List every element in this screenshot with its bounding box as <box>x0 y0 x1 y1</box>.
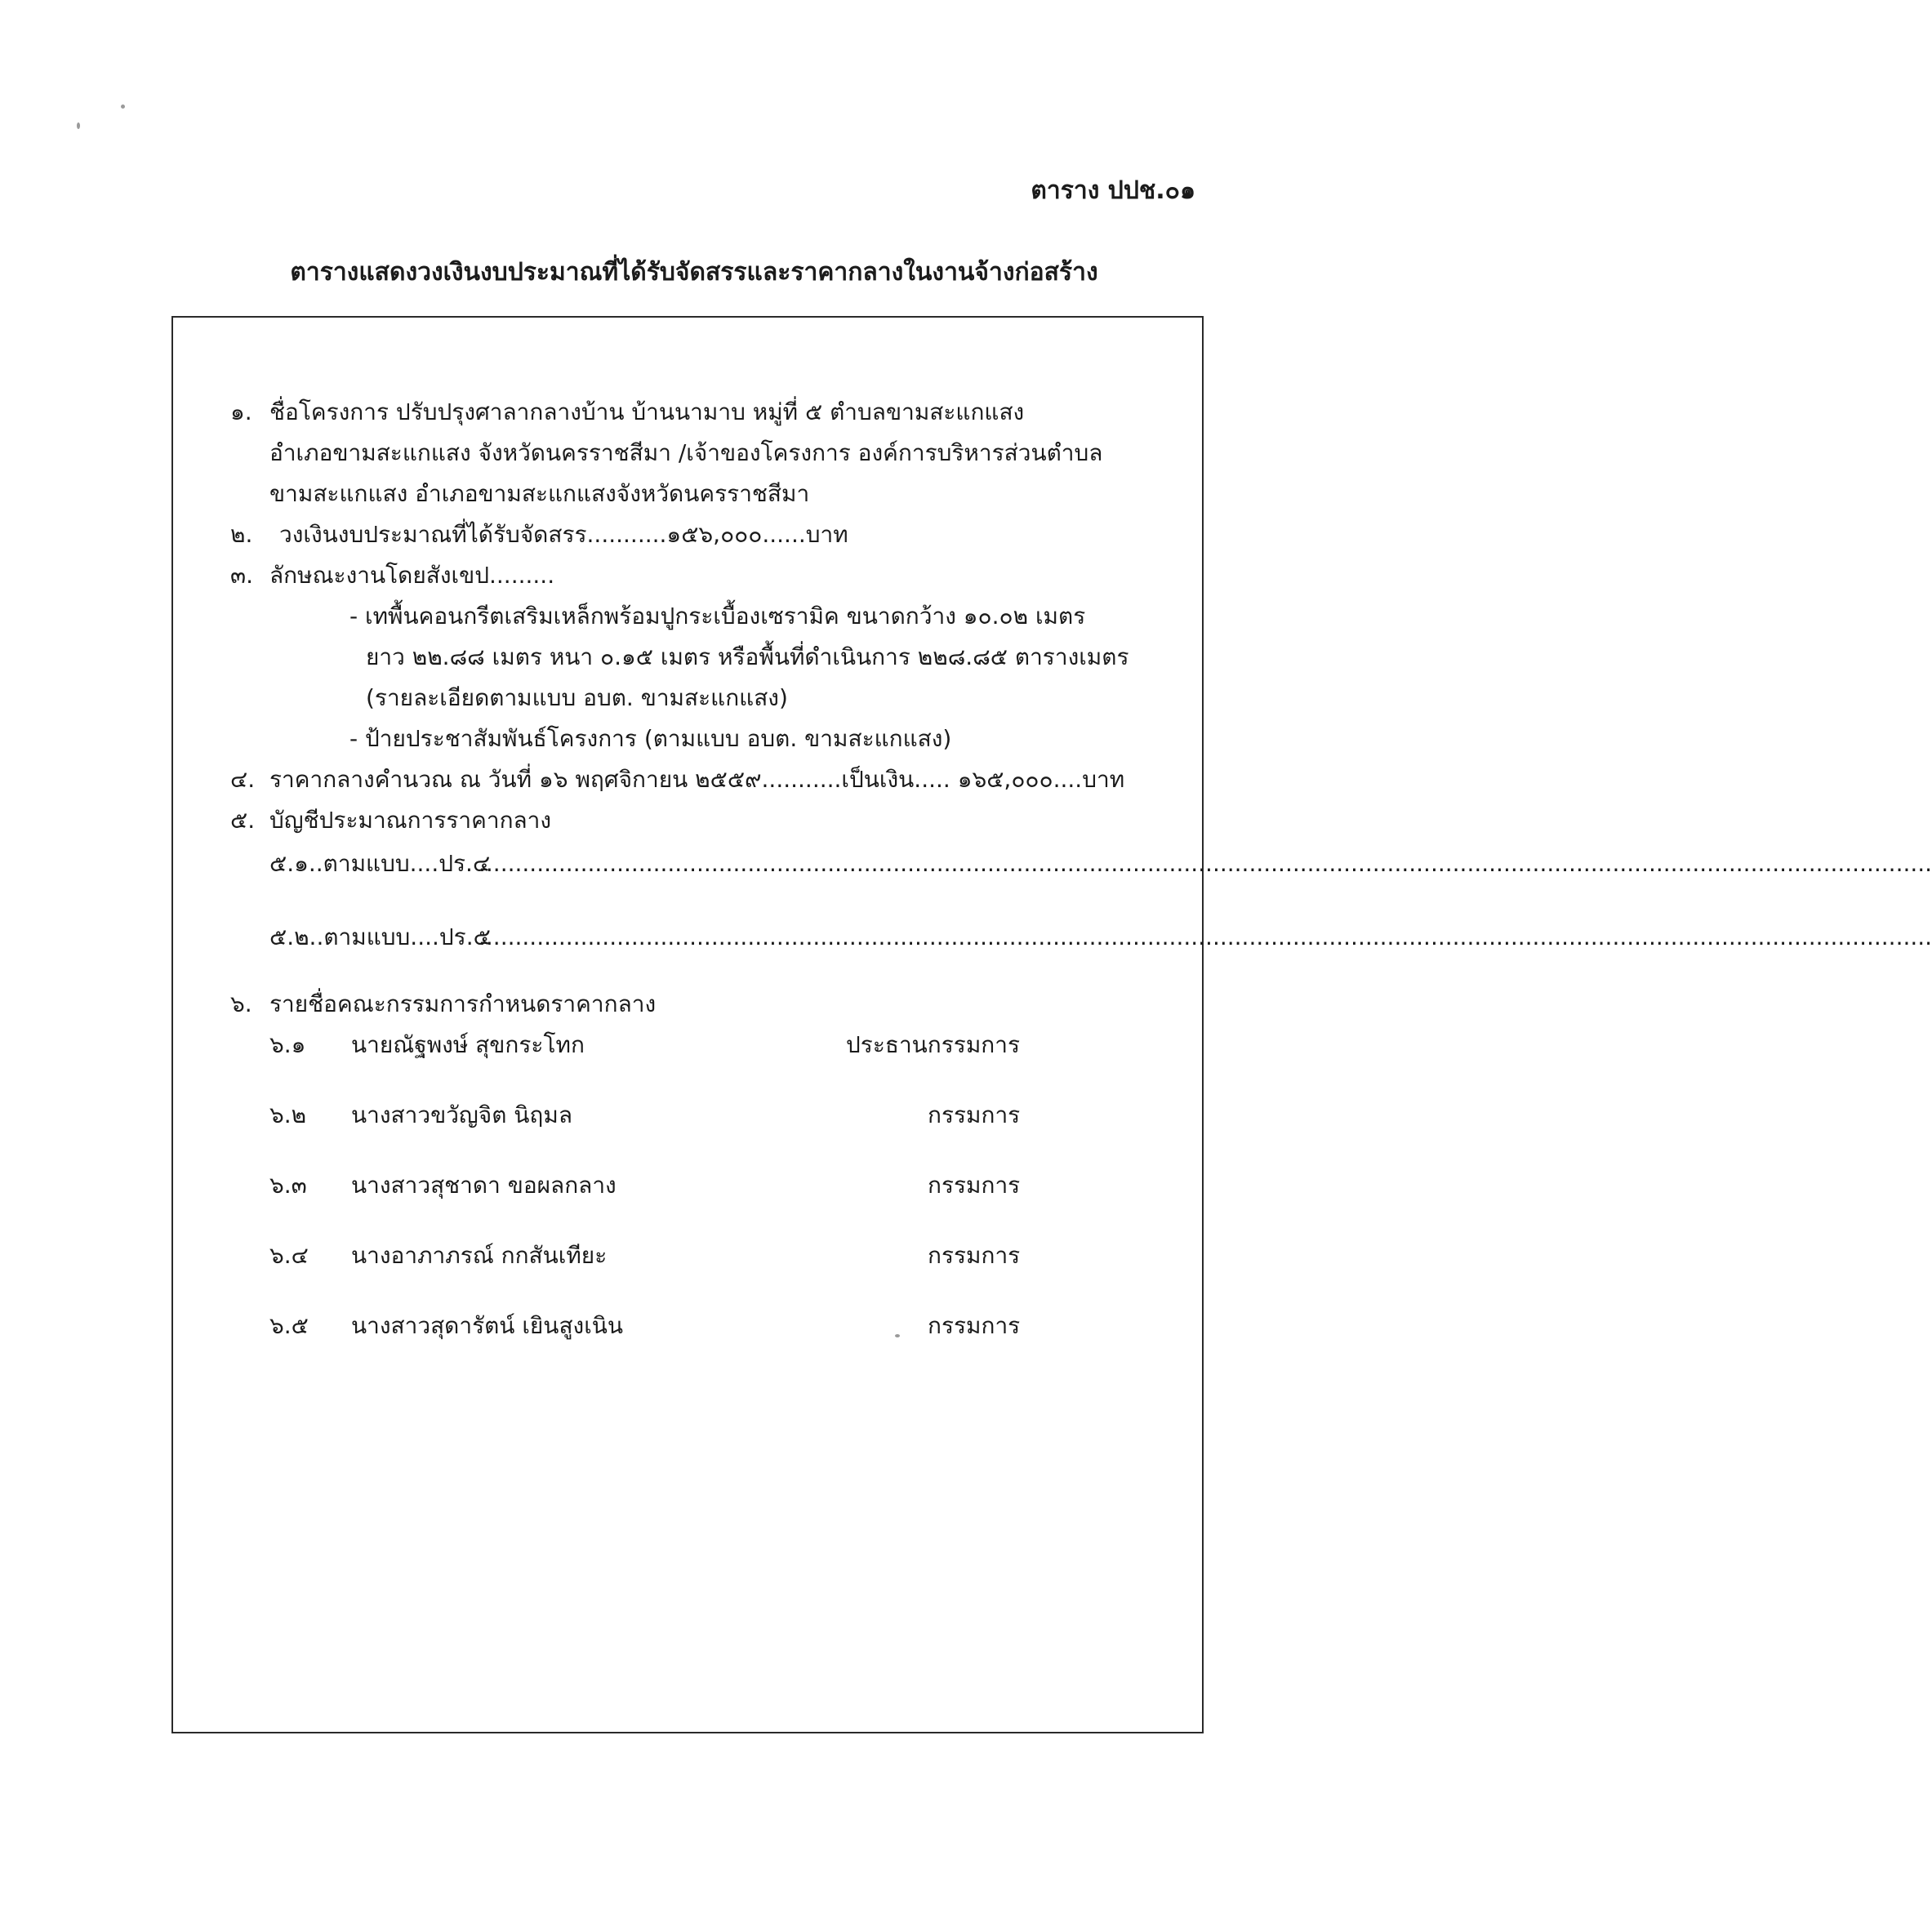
document-title: ตารางแสดงวงเงินงบประมาณที่ได้รับจัดสรรและราคากลางในงานจ้างก่อสร้าง <box>290 258 1098 287</box>
member-role: กรรมการ <box>928 1312 1021 1339</box>
median-price-line: ราคากลางคำนวณ ณ วันที่ ๑๖ พฤศจิกายน ๒๕๕๙...........เป็นเงิน..... ๑๖๕,๐๐๐....บาท <box>269 766 1125 793</box>
scan-speck <box>77 122 80 129</box>
member-role: ประธานกรรมการ <box>846 1031 1021 1058</box>
work-item-2: - ป้ายประชาสัมพันธ์โครงการ (ตามแบบ อบต. ขามสะแกแสง) <box>349 725 952 752</box>
item-6-number: ๖. <box>230 990 252 1017</box>
estimate-list-label: บัญชีประมาณการราคากลาง <box>269 807 552 834</box>
member-role: กรรมการ <box>928 1242 1021 1269</box>
committee-label: รายชื่อคณะกรรมการกำหนดราคากลาง <box>269 990 657 1017</box>
member-role: กรรมการ <box>928 1101 1021 1128</box>
item-1-line-3: ขามสะแกแสง อำเภอขามสะแกแสงจังหวัดนครราชสีมา <box>269 480 810 507</box>
form-code: ตาราง ปปช.๐๑ <box>1031 176 1195 205</box>
scan-speck <box>895 1334 900 1337</box>
member-name: นางอาภาภรณ์ กกสันเทียะ <box>351 1242 608 1269</box>
work-item-1-line-3: (รายละเอียดตามแบบ อบต. ขามสะแกแสง) <box>366 684 788 711</box>
item-1-number: ๑. <box>230 398 252 425</box>
dotted-leader: ........................................................................................................................................................................................................ <box>479 923 1932 950</box>
work-item-1-line-1: - เทพื้นคอนกรีตเสริมเหล็กพร้อมปูกระเบื้องเซรามิค ขนาดกว้าง ๑๐.๐๒ เมตร <box>349 603 1086 630</box>
item-4-number: ๔. <box>230 766 256 793</box>
item-3-number: ๓. <box>230 562 254 589</box>
item-2-number: ๒. <box>230 521 253 548</box>
member-role: กรรมการ <box>928 1172 1021 1199</box>
member-name: นางสาวขวัญจิต นิฤมล <box>351 1101 572 1128</box>
item-1-line-2: อำเภอขามสะแกแสง จังหวัดนครราชสีมา /เจ้าของโครงการ องค์การบริหารส่วนตำบล <box>269 439 1103 466</box>
member-name: นางสาวสุชาดา ขอผลกลาง <box>351 1172 617 1199</box>
member-name: นายณัฐพงษ์ สุขกระโทก <box>351 1031 585 1058</box>
estimate-form-4: ๕.๑..ตามแบบ....ปร.๔ <box>269 850 491 877</box>
dotted-leader: ........................................................................................................................................................................................................ <box>479 850 1932 877</box>
member-number: ๖.๔ <box>269 1242 309 1269</box>
scan-speck <box>121 105 125 109</box>
work-item-1-line-2: ยาว ๒๒.๘๘ เมตร หนา ๐.๑๕ เมตร หรือพื้นที่ดำเนินการ ๒๒๘.๘๕ ตารางเมตร <box>366 643 1129 670</box>
item-5-number: ๕. <box>230 807 256 834</box>
estimate-form-5: ๕.๒..ตามแบบ....ปร.๕ <box>269 923 491 950</box>
work-summary-label: ลักษณะงานโดยสังเขป......... <box>269 562 555 589</box>
budget-line: วงเงินงบประมาณที่ได้รับจัดสรร...........๑๕๖,๐๐๐......บาท <box>279 521 848 548</box>
member-number: ๖.๕ <box>269 1312 309 1339</box>
member-number: ๖.๑ <box>269 1031 306 1058</box>
member-name: นางสาวสุดารัตน์ เยินสูงเนิน <box>351 1312 624 1339</box>
item-1-line-1: ชื่อโครงการ ปรับปรุงศาลากลางบ้าน บ้านนามาบ หมู่ที่ ๕ ตำบลขามสะแกแสง <box>269 398 1025 425</box>
member-number: ๖.๓ <box>269 1172 307 1199</box>
member-number: ๖.๒ <box>269 1101 307 1128</box>
